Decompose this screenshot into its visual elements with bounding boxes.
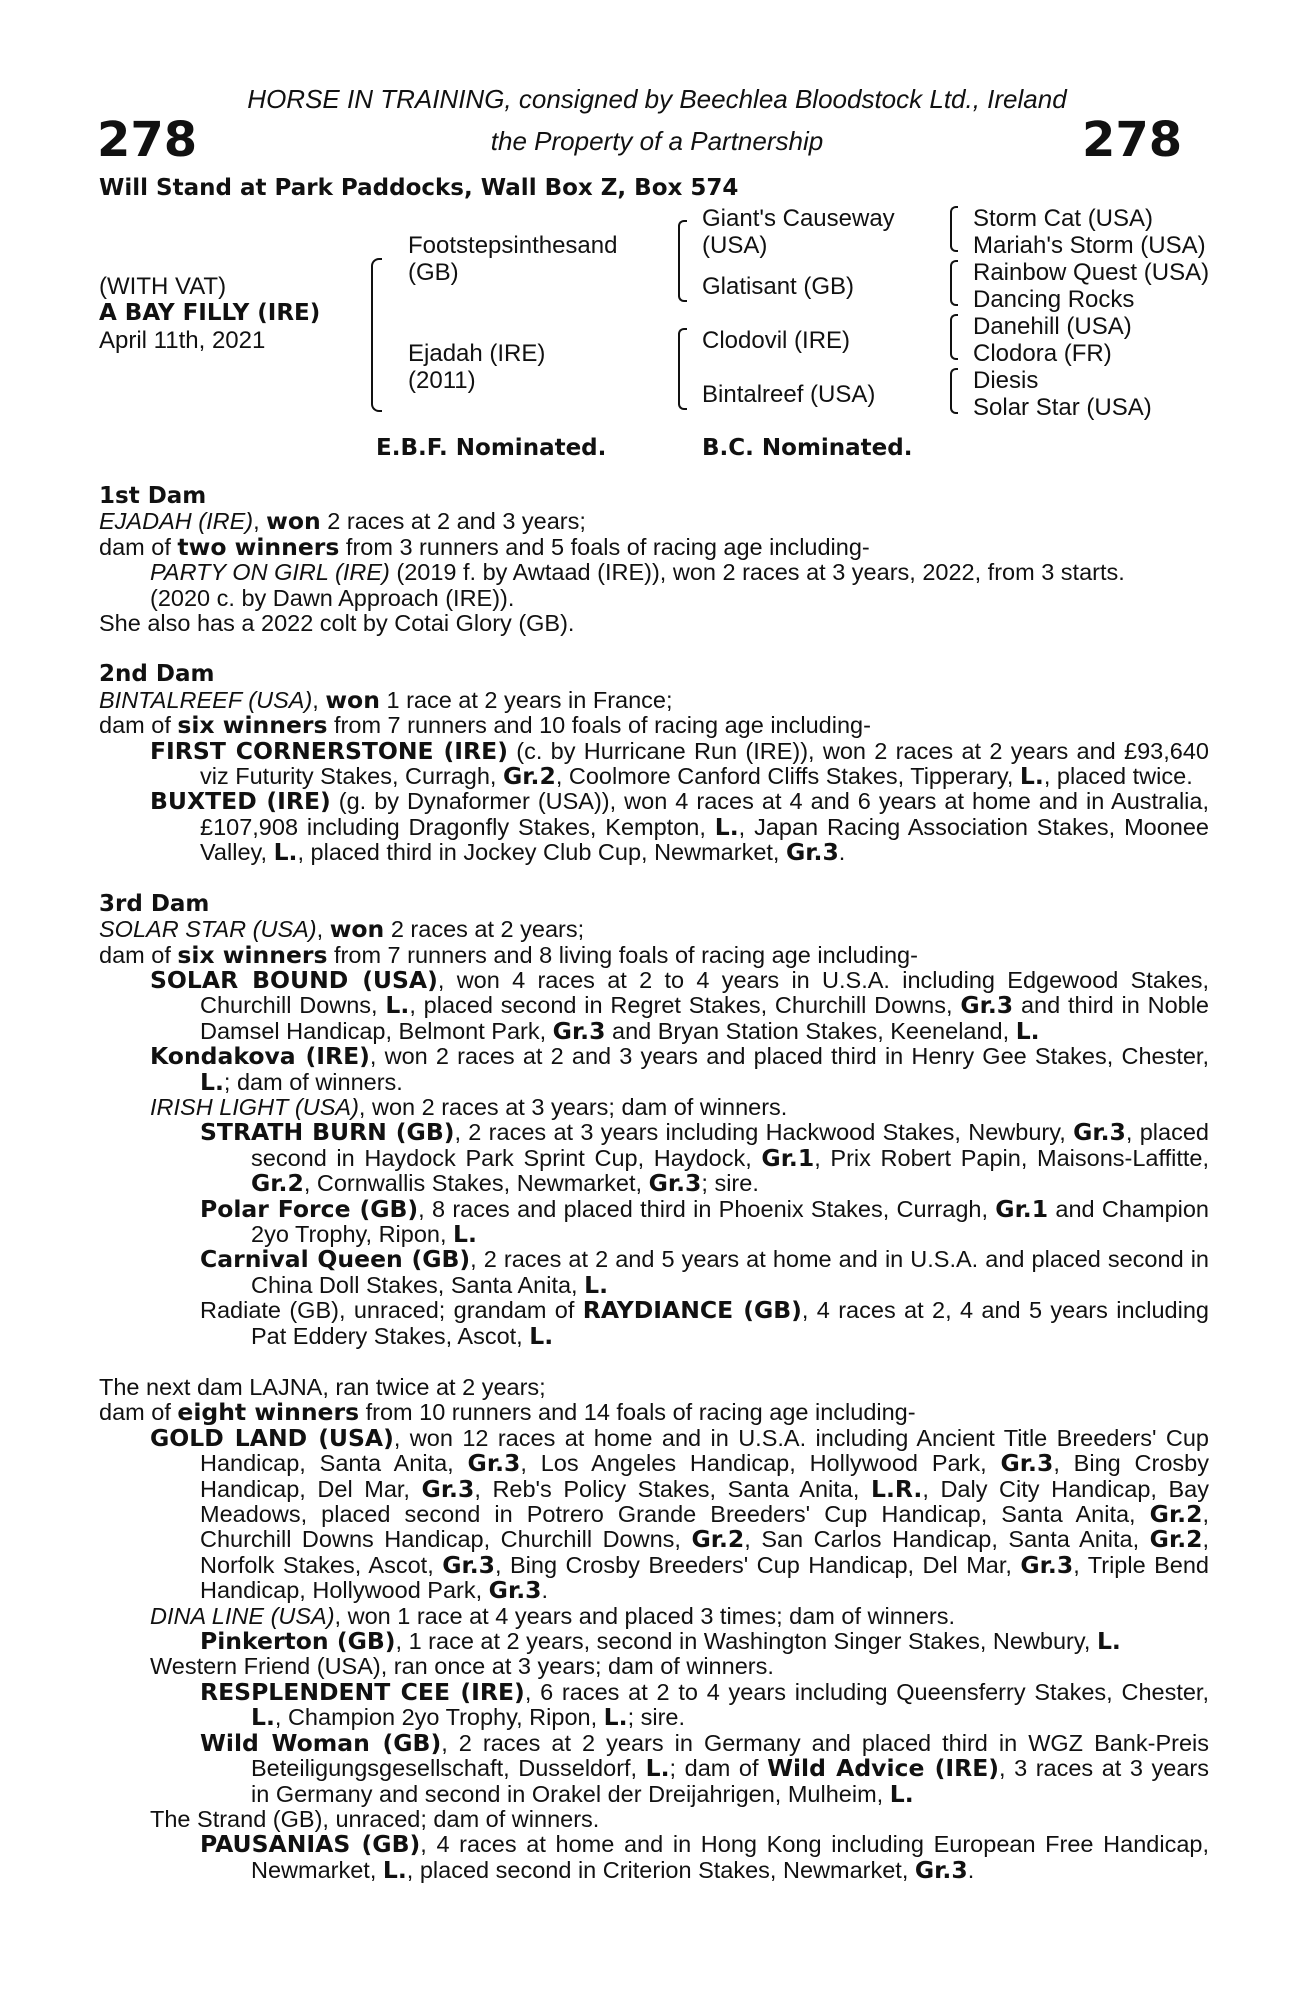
produce-pinkerton: Pinkerton (GB), 1 race at 2 years, second in Washington Singer Stakes, Newbury, L. — [200, 1627, 1121, 1656]
sire-dam-name: Glatisant (GB) — [702, 273, 855, 300]
lot-number-left: 278 — [97, 112, 198, 168]
sire-sire-country: (USA) — [702, 232, 768, 259]
third-dam-produce: dam of six winners from 7 runners and 8 living foals of racing age including- — [99, 940, 918, 969]
produce-pausanias: PAUSANIAS (GB), 4 races at home and in Hong Kong including European Free Handicap, Newmarket, L., placed second in Criterion Stakes, Newmarket, Gr.3. — [200, 1830, 1209, 1884]
second-dam-produce: dam of six winners from 7 runners and 10 foals of racing age including- — [99, 711, 871, 740]
third-dam-heading: 3rd Dam — [99, 890, 210, 917]
ancestor-g3: Rainbow Quest (USA) — [973, 259, 1210, 286]
pedigree-brace-sire — [678, 220, 687, 302]
second-dam-summary: BINTALREEF (USA), won 1 race at 2 years in France; — [99, 685, 673, 714]
produce-polar-force: Polar Force (GB), 8 races and placed third in Phoenix Stakes, Curragh, Gr.1 and Champion 2yo Trophy, Ripon, L. — [200, 1194, 1209, 1248]
ebf-nomination: E.B.F. Nominated. — [376, 435, 607, 461]
pedigree-brace-g3 — [950, 314, 958, 360]
pedigree-brace-g4 — [950, 368, 958, 414]
sire-sire-name: Giant's Causeway — [702, 205, 895, 232]
produce-2022-colt: She also has a 2022 colt by Cotai Glory (GB). — [99, 610, 575, 637]
pedigree-brace-dam — [678, 328, 687, 410]
ancestor-g6: Clodora (FR) — [973, 340, 1112, 367]
produce-first-cornerstone: FIRST CORNERSTONE (IRE) (c. by Hurricane Run (IRE)), won 2 races at 2 years and £93,640 viz Futurity Stakes, Curragh, Gr.2, Coolmore Canford Cliffs Stakes, Tipperary, L., placed twice. — [150, 736, 1209, 791]
dam-name: Ejadah (IRE) — [408, 340, 546, 367]
produce-wild-woman: Wild Woman (GB), 2 races at 2 years in Germany and placed third in WGZ Bank-Preis Beteiligungsgesellschaft, Dusseldorf, L.; dam of Wild Advice (IRE), 3 races at 3 years in Germany and second in Orakel der Dreijahrigen, Mulheim, L. — [200, 1728, 1209, 1808]
produce-irish-light: IRISH LIGHT (USA), won 2 races at 3 years; dam of winners. — [150, 1093, 788, 1120]
produce-resplendent-cee: RESPLENDENT CEE (IRE), 6 races at 2 to 4 years including Queensferry Stakes, Chester, L., Champion 2yo Trophy, Ripon, L.; sire. — [200, 1677, 1209, 1732]
produce-radiate: Radiate (GB), unraced; grandam of RAYDIANCE (GB), 4 races at 2, 4 and 5 years including Pat Eddery Stakes, Ascot, L. — [200, 1296, 1209, 1350]
produce-kondakova: Kondakova (IRE), won 2 races at 2 and 3 years and placed third in Henry Gee Stakes, Chester, L.; dam of winners. — [150, 1042, 1209, 1096]
produce-the-strand: The Strand (GB), unraced; dam of winners. — [150, 1805, 600, 1832]
sire-name: Footstepsinthesand — [408, 232, 618, 259]
pedigree-brace-g1 — [950, 206, 958, 252]
vat-note: (WITH VAT) — [99, 273, 227, 300]
pedigree-brace-main — [371, 258, 382, 412]
produce-solar-bound: SOLAR BOUND (USA), won 4 races at 2 to 4 years in U.S.A. including Edgewood Stakes, Churchill Downs, L., placed second in Regret Stakes, Churchill Downs, Gr.3 and third in Noble Damsel Handicap, Belmont Park, Gr.3 and Bryan Station Stakes, Keeneland, L. — [150, 965, 1210, 1045]
produce-strath-burn: STRATH BURN (GB), 2 races at 3 years including Hackwood Stakes, Newbury, Gr.3, placed second in Haydock Park Sprint Cup, Haydock, Gr.1, Prix Robert Papin, Maisons-Laffitte, Gr.2, Cornwallis Stakes, Newmarket, Gr.3; sire. — [200, 1118, 1209, 1198]
ancestor-g2: Mariah's Storm (USA) — [973, 232, 1206, 259]
catalogue-body — [99, 484, 1209, 1883]
next-dam-summary: The next dam LAJNA, ran twice at 2 years; — [99, 1374, 546, 1400]
horse-name: A BAY FILLY (IRE) — [99, 300, 321, 326]
stand-location: Will Stand at Park Paddocks, Wall Box Z, Box 574 — [99, 175, 739, 201]
consignor-line: HORSE IN TRAINING, consigned by Beechlea Bloodstock Ltd., Ireland — [247, 84, 1067, 114]
produce-carnival-queen: Carnival Queen (GB), 2 races at 2 and 5 years at home and in U.S.A. and placed second in China Doll Stakes, Santa Anita, L. — [200, 1245, 1209, 1299]
pedigree-brace-g2 — [950, 260, 958, 306]
dam-sire-name: Clodovil (IRE) — [702, 327, 851, 354]
first-dam-heading: 1st Dam — [99, 483, 207, 509]
produce-party-on-girl: PARTY ON GIRL (IRE) (2019 f. by Awtaad (IRE)), won 2 races at 3 years, 2022, from 3 starts. — [150, 559, 1125, 586]
lot-number-right: 278 — [1082, 112, 1183, 168]
second-dam-heading: 2nd Dam — [99, 661, 215, 688]
ancestor-g4: Dancing Rocks — [973, 286, 1135, 313]
ancestor-g1: Storm Cat (USA) — [973, 205, 1154, 232]
sire-country: (GB) — [408, 259, 459, 286]
bc-nomination: B.C. Nominated. — [702, 435, 913, 461]
third-dam-summary: SOLAR STAR (USA), won 2 races at 2 years; — [99, 915, 585, 944]
property-line: the Property of a Partnership — [490, 126, 824, 156]
produce-dina-line: DINA LINE (USA), won 1 race at 4 years and placed 3 times; dam of winners. — [150, 1602, 956, 1629]
ancestor-g7: Diesis — [973, 367, 1039, 394]
produce-western-friend: Western Friend (USA), ran once at 3 years; dam of winners. — [150, 1653, 774, 1680]
ancestor-g5: Danehill (USA) — [973, 313, 1132, 340]
foaling-date: April 11th, 2021 — [99, 327, 266, 354]
produce-gold-land: GOLD LAND (USA), won 12 races at home and in U.S.A. including Ancient Title Breeders' Cup Handicap, Santa Anita, Gr.3, Los Angeles Handicap, Hollywood Park, Gr.3, Bing Crosby Handicap, Del Mar, Gr.3, Reb's Policy Stakes, Santa Anita, L.R., Daly City Handicap, Bay Meadows, placed second in Potrero Grande Breeders' Cup Handicap, Santa Anita, Gr.2, Churchill Downs Handicap, Churchill Downs, Gr.2, San Carlos Handicap, Santa Anita, Gr.2, Norfolk Stakes, Ascot, Gr.3, Bing Crosby Breeders' Cup Handicap, Del Mar, Gr.3, Triple Bend Handicap, Hollywood Park, Gr.3. — [150, 1423, 1210, 1605]
ancestor-g8: Solar Star (USA) — [973, 394, 1152, 421]
produce-2020-colt: (2020 c. by Dawn Approach (IRE)). — [150, 584, 515, 611]
produce-buxted: BUXTED (IRE) (g. by Dynaformer (USA)), won 4 races at 4 and 6 years at home and in Australia, £107,908 including Dragonfly Stakes, Kempton, L., Japan Racing Association Stakes, Moonee Valley, L., placed third in Jockey Club Cup, Newmarket, Gr.3. — [150, 787, 1209, 867]
first-dam-summary: EJADAH (IRE), won 2 races at 2 and 3 years; — [99, 507, 586, 536]
first-dam-produce: dam of two winners from 3 runners and 5 foals of racing age including- — [99, 532, 870, 561]
dam-dam-name: Bintalreef (USA) — [702, 381, 876, 408]
next-dam-produce: dam of eight winners from 10 runners and 14 foals of racing age including- — [99, 1398, 916, 1427]
dam-year: (2011) — [408, 367, 476, 394]
